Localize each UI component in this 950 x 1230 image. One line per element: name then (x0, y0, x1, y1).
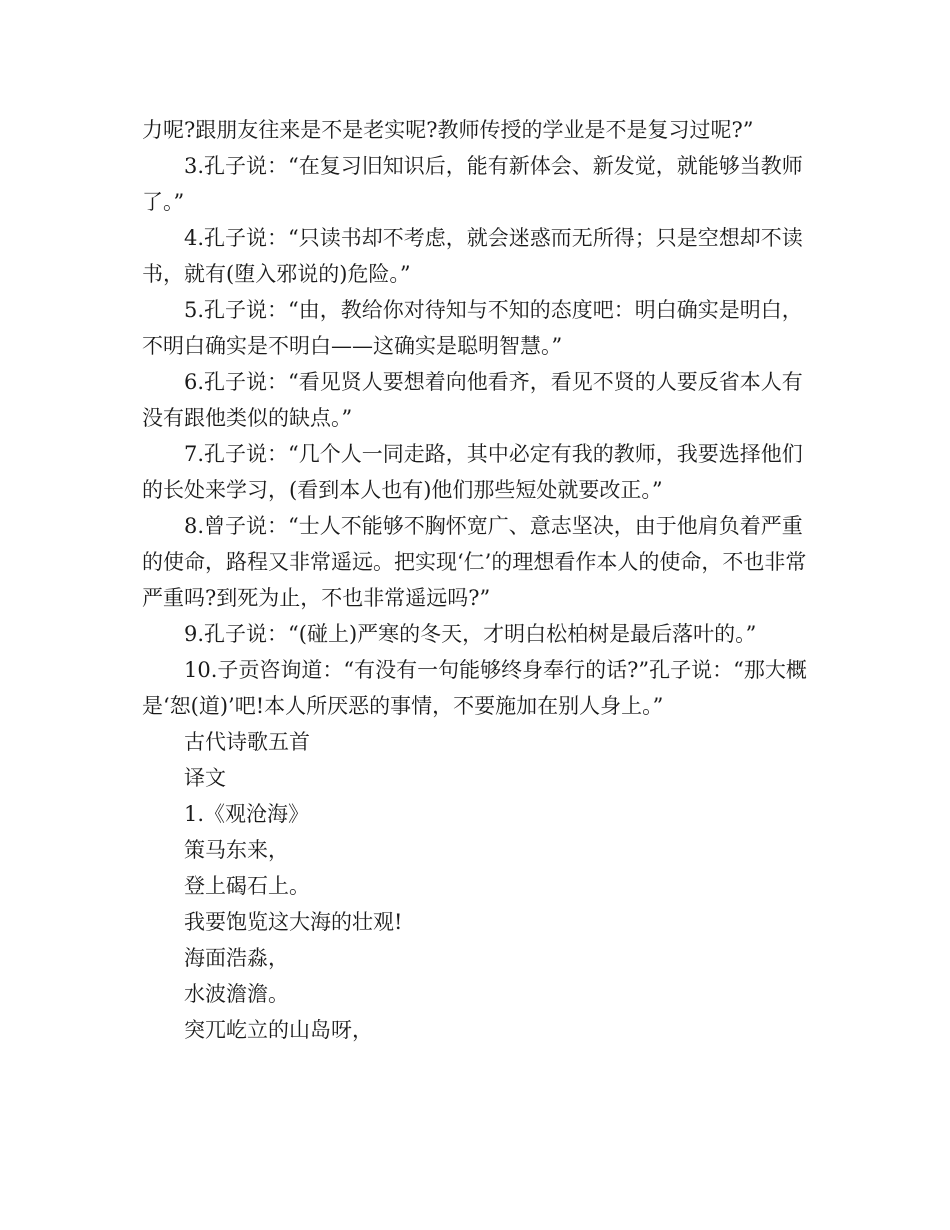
paragraph-continuation: 力呢?跟朋友往来是不是老实呢?教师传授的学业是不是复习过呢?” (142, 118, 754, 142)
poem-line: 突兀屹立的山岛呀， (184, 1018, 373, 1042)
poem-title: 1.《观沧海》 (184, 802, 310, 826)
paragraph-item-6: 6.孔子说：“看见贤人要想着向他看齐，看见不贤的人要反省本人有没有跟他类似的缺点。” (142, 370, 803, 430)
subheading-translation: 译文 (184, 766, 226, 790)
paragraph-item-8: 8.曾子说：“士人不能够不胸怀宽广、意志坚决，由于他肩负着严重的使命，路程又非常遥远。把实现‘仁’的理想看作本人的使命，不也非常严重吗?到死为止，不也非常遥远吗?” (142, 514, 807, 610)
section-heading: 古代诗歌五首 (184, 730, 310, 754)
paragraph-item-10: 10.子贡咨询道：“有没有一句能够终身奉行的话?”孔子说：“那大概是‘恕(道)’吧!本人所厌恶的事情，不要施加在别人身上。” (142, 658, 807, 718)
paragraph-item-7: 7.孔子说：“几个人一同走路，其中必定有我的教师，我要选择他们的长处来学习，(看到本人也有)他们那些短处就要改正。” (142, 442, 803, 502)
poem-line: 我要饱览这大海的壮观! (184, 910, 403, 934)
paragraph-item-4: 4.孔子说：“只读书却不考虑，就会迷惑而无所得；只是空想却不读书，就有(堕入邪说的)危险。” (142, 226, 803, 286)
poem-line: 水波澹澹。 (184, 982, 289, 1006)
paragraph-item-5: 5.孔子说：“由，教给你对待知与不知的态度吧：明白确实是明白，不明白确实是不明白——这确实是聪明智慧。” (142, 298, 803, 358)
poem-line: 策马东来， (184, 838, 289, 862)
paragraph-item-9: 9.孔子说：“(碰上)严寒的冬天，才明白松柏树是最后落叶的。” (184, 622, 757, 646)
paragraph-item-3: 3.孔子说：“在复习旧知识后，能有新体会、新发觉，就能够当教师了。” (142, 154, 803, 214)
poem-line: 海面浩淼， (184, 946, 289, 970)
poem-line: 登上碣石上。 (184, 874, 310, 898)
document-body (142, 112, 812, 1048)
